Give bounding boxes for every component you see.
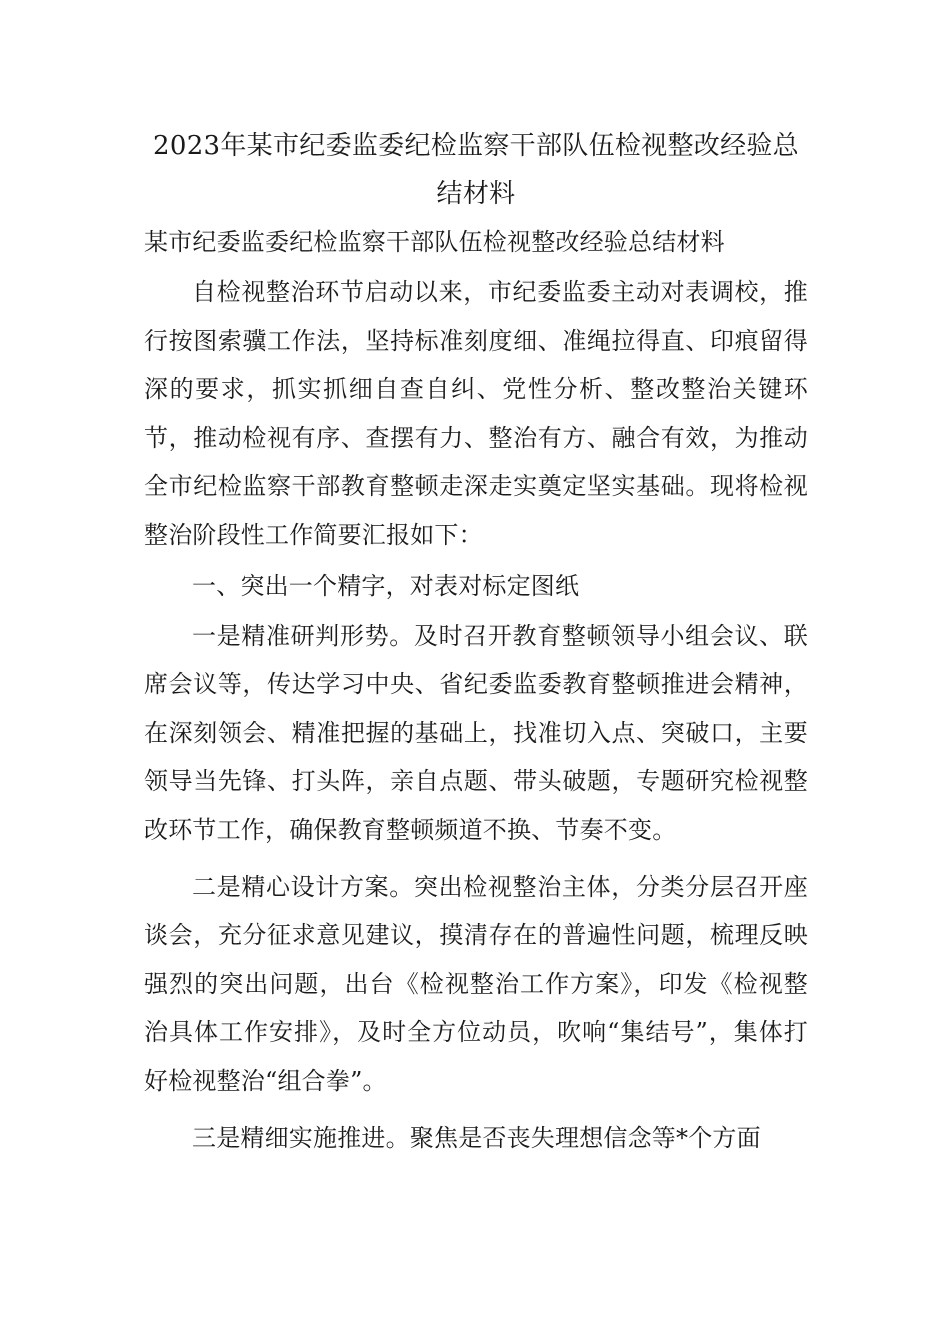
point-three-paragraph: 三是精细实施推进。聚焦是否丧失理想信念等*个方面 (192, 1123, 761, 1152)
point-two-paragraph: 二是精心设计方案。突出检视整治主体，分类分层召开座谈会，充分征求意见建议，摸清存在的普遍性问题，梳理反映强烈的突出问题，出台《检视整治工作方案》，印发《检视整治具体工作安排》，及时全方位动员，吹响“集结号”，集体打好检视整治“组合拳”。 (144, 872, 808, 1095)
document-body (144, 122, 808, 1162)
document-subtitle: 某市纪委监委纪检监察干部队伍检视整改经验总结材料 (144, 228, 725, 256)
document-title: 2023年某市纪委监委纪检监察干部队伍检视整改经验总结材料 (153, 131, 799, 209)
intro-paragraph: 自检视整治环节启动以来，市纪委监委主动对表调校，推行按图索骥工作法，坚持标准刻度细、准绳拉得直、印痕留得深的要求，抓实抓细自查自纠、党性分析、整改整治关键环节，推动检视有序、查摆有力、整治有方、融合有效，为推动全市纪检监察干部教育整顿走深走实奠定坚实基础。现将检视整治阶段性工作简要汇报如下： (144, 278, 808, 549)
section-heading: 一、突出一个精字，对表对标定图纸 (192, 571, 580, 600)
point-one-paragraph: 一是精准研判形势。及时召开教育整顿领导小组会议、联席会议等，传达学习中央、省纪委监委教育整顿推进会精神，在深刻领会、精准把握的基础上，找准切入点、突破口，主要领导当先锋、打头阵，亲自点题、带头破题，专题研究检视整改环节工作，确保教育整顿频道不换、节奏不变。 (144, 621, 808, 844)
